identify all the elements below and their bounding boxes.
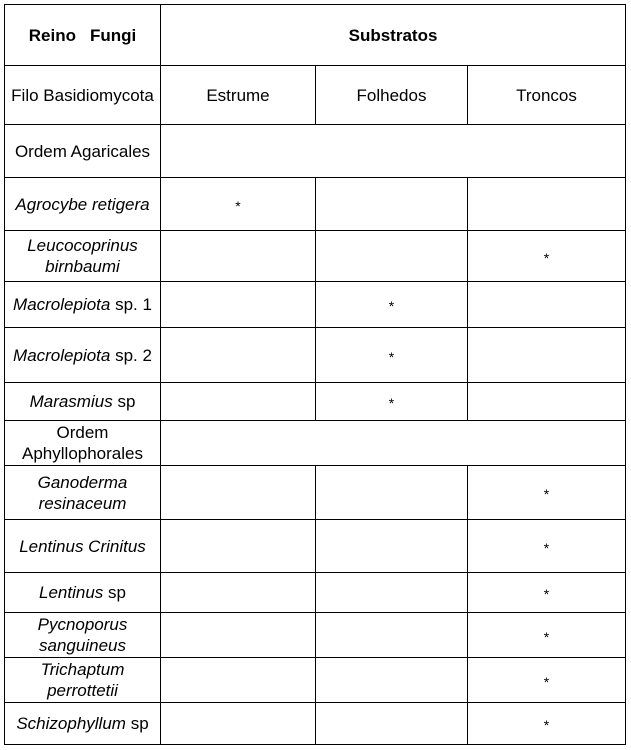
presence-mark: * — [468, 573, 626, 613]
species-genus: Macrolepiota — [13, 345, 111, 365]
species-name — [5, 383, 161, 421]
presence-mark: * — [468, 703, 626, 745]
order-label: Ordem Aphyllophorales — [5, 421, 161, 466]
table-row — [5, 383, 626, 421]
column-header-estrume: Estrume — [161, 66, 316, 125]
order-row — [5, 421, 626, 466]
species-name: Trichaptum perrottetii — [5, 658, 161, 703]
empty-cell — [161, 703, 316, 745]
empty-cell — [161, 520, 316, 573]
empty-cell — [468, 282, 626, 328]
species-name: Agrocybe retigera — [5, 178, 161, 231]
order-spacer — [161, 125, 626, 178]
table-row — [5, 231, 626, 282]
column-header-troncos: Troncos — [468, 66, 626, 125]
species-suffix: sp. 1 — [115, 295, 152, 314]
kingdom-name: Fungi — [89, 25, 137, 45]
presence-mark: * — [316, 383, 468, 421]
empty-cell — [161, 466, 316, 520]
phylum-label: Filo Basidiomycota — [5, 66, 161, 125]
empty-cell — [161, 573, 316, 613]
table-row — [5, 658, 626, 703]
species-genus: Macrolepiota — [13, 295, 111, 314]
species-name — [5, 573, 161, 613]
empty-cell — [316, 520, 468, 573]
empty-cell — [468, 178, 626, 231]
presence-mark: * — [468, 466, 626, 520]
presence-mark: * — [468, 658, 626, 703]
empty-cell — [161, 328, 316, 383]
empty-cell — [316, 703, 468, 745]
order-label: Ordem Agaricales — [5, 125, 161, 178]
empty-cell — [316, 466, 468, 520]
empty-cell — [161, 658, 316, 703]
empty-cell — [316, 178, 468, 231]
species-genus: Schizophyllum — [16, 714, 126, 733]
column-header-folhedos: Folhedos — [316, 66, 468, 125]
species-genus: Marasmius — [29, 392, 113, 411]
species-suffix: sp. 2 — [115, 345, 152, 365]
species-suffix: sp — [130, 714, 149, 733]
order-spacer — [161, 421, 626, 466]
table-row — [5, 703, 626, 745]
header-row — [5, 5, 626, 66]
empty-cell — [468, 383, 626, 421]
empty-cell — [161, 383, 316, 421]
empty-cell — [161, 231, 316, 282]
table-row — [5, 520, 626, 573]
substrates-header: Substratos — [161, 5, 626, 66]
table-row — [5, 573, 626, 613]
species-suffix: sp — [117, 392, 136, 411]
presence-mark: * — [468, 231, 626, 282]
empty-cell — [316, 231, 468, 282]
phylum-row — [5, 66, 626, 125]
species-name: Ganoderma resinaceum — [5, 466, 161, 520]
presence-mark: * — [468, 613, 626, 658]
species-name — [5, 282, 161, 328]
table-row — [5, 466, 626, 520]
order-row — [5, 125, 626, 178]
species-name — [5, 703, 161, 745]
species-name: Lentinus Crinitus — [5, 520, 161, 573]
presence-mark: * — [468, 520, 626, 573]
substrate-table — [4, 4, 626, 745]
empty-cell — [316, 573, 468, 613]
presence-mark: * — [316, 282, 468, 328]
presence-mark: * — [316, 328, 468, 383]
species-genus: Lentinus — [39, 583, 104, 602]
empty-cell — [316, 613, 468, 658]
table-row — [5, 178, 626, 231]
species-name: Pycnoporus sanguineus — [5, 613, 161, 658]
presence-mark: * — [161, 178, 316, 231]
species-suffix: sp — [108, 583, 126, 602]
table-row — [5, 613, 626, 658]
table-row — [5, 328, 626, 383]
kingdom-label: Reino — [28, 25, 76, 45]
empty-cell — [316, 658, 468, 703]
table-row — [5, 282, 626, 328]
species-name: Leucocoprinus birnbaumi — [5, 231, 161, 282]
empty-cell — [161, 613, 316, 658]
species-name — [5, 328, 161, 383]
empty-cell — [161, 282, 316, 328]
kingdom-header — [5, 5, 161, 66]
empty-cell — [468, 328, 626, 383]
